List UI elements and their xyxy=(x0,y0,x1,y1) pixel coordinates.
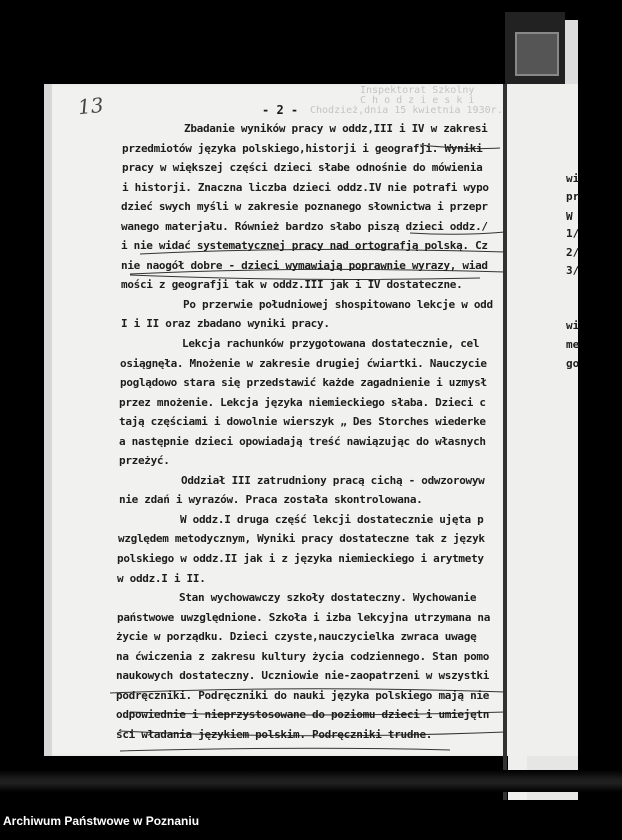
text-line: odpowiednie i nieprzystosowane do poziomu dzieci i umiejętn xyxy=(116,708,490,722)
text-line: podręczniki. Podręczniki do nauki języka polskiego mają nie xyxy=(116,688,490,702)
text-line: państwowe uwzględnione. Szkoła i izba lekcyjna utrzymana na xyxy=(117,610,491,624)
scan-noise xyxy=(0,770,622,792)
text-line: mości z geografji tak w oddz.III jak i IV dostateczne. xyxy=(121,278,463,292)
next-page-fragment: pr xyxy=(566,190,580,203)
text-line: Po przerwie południowej shospitowano lekcje w odd xyxy=(183,297,493,311)
next-page-fragment: 3/ xyxy=(566,264,580,277)
page-number: - 2 - xyxy=(262,103,299,117)
text-line: przez mnożenie. Lekcja języka niemieckiego słaba. Dzieci c xyxy=(119,395,486,409)
background-edge xyxy=(565,20,578,86)
text-line: przedmiotów języka polskiego,historji i geografji. Wyniki xyxy=(122,141,483,155)
next-page-fragment: go xyxy=(566,357,580,370)
text-line: względem metodycznym, Wyniki pracy dostateczne tak z język xyxy=(118,532,485,546)
text-line: Zbadanie wyników pracy w oddz,III i IV w zakresi xyxy=(184,122,488,135)
text-line: na ćwiczenia z zakresu kultury życia codziennego. Stan pomo xyxy=(116,649,490,663)
text-line: Stan wychowawczy szkoły dostateczny. Wychowanie xyxy=(179,591,477,605)
next-page-fragment: W xyxy=(566,210,573,223)
text-line: ści władania językiem polskim. Podręczniki trudne. xyxy=(116,727,433,741)
text-line: tają częściami i dowolnie wierszyk „ Des Storches wiederke xyxy=(119,415,486,429)
text-line: pracy w większej części dzieci słabe odnośnie do mówienia xyxy=(122,161,483,175)
text-line: w oddz.I i II. xyxy=(117,571,206,585)
text-line: naukowych dostateczny. Uczniowie nie-zaopatrzeni w wszystki xyxy=(116,669,490,683)
next-page-fragment: 2/ xyxy=(566,246,580,259)
next-page-fragment: 1/ xyxy=(566,227,580,240)
next-page-fragment: wi xyxy=(566,319,580,332)
page-divider xyxy=(503,84,507,800)
archive-watermark: Archiwum Państwowe w Poznaniu xyxy=(3,814,200,828)
text-line: poglądowo stara się przedstawić każde zagadnienie i uzmysł xyxy=(120,376,487,390)
bleed-through-line: Inspektorat Szkolny xyxy=(360,85,475,96)
handwritten-page-number: 13 xyxy=(76,92,105,120)
text-line: życie w porządku. Dzieci czyste,nauczycielka zwraca uwagę xyxy=(116,630,477,644)
text-line: W oddz.I druga część lekcji dostatecznie ujęta p xyxy=(180,512,484,526)
text-line: I i II oraz zbadano wyniki pracy. xyxy=(121,317,330,331)
bleed-through-line: C h o d z i e s k i xyxy=(360,95,475,106)
text-line: a następnie dzieci opowiadają treść nawiązując do własnych xyxy=(119,434,486,448)
page-edge xyxy=(44,84,52,756)
text-line: dzieć swych myśli w zakresie poznanego słownictwa i przepr xyxy=(121,200,488,214)
text-line: wanego materjału. Również bardzo słabo piszą dzieci oddz./ xyxy=(121,219,488,233)
text-line: nie naogół dobre - dzieci wymawiają poprawnie wyrazy, wiad xyxy=(121,258,488,272)
next-page-fragment: wi xyxy=(566,172,580,185)
bleed-through-text xyxy=(310,86,503,116)
text-line: przeżyć. xyxy=(119,454,170,468)
text-line: osiągnęła. Mnożenie w zakresie drugiej ćwiartki. Nauczycie xyxy=(120,356,487,370)
text-line: Oddział III zatrudniony pracą cichą - odwzorowyw xyxy=(181,473,485,487)
text-line: polskiego w oddz.II jak i z języka niemieckiego i arytmety xyxy=(117,552,484,566)
text-line: Lekcja rachunków przygotowana dostatecznie, cel xyxy=(182,337,480,351)
text-line: nie zdań i wyrazów. Praca została skontrolowana. xyxy=(119,493,423,507)
text-line: i nie widać systematycznej pracy nad ortografją polską. Cz xyxy=(121,239,488,253)
next-page-fragment: me xyxy=(566,338,580,351)
bleed-through-line: Chodzież,dnia 15 kwietnia 1930r. xyxy=(310,105,503,116)
document-body xyxy=(82,119,502,745)
background-window-photo xyxy=(505,12,565,86)
text-line: i historji. Znaczna liczba dzieci oddz.IV nie potrafi wypo xyxy=(122,180,489,194)
